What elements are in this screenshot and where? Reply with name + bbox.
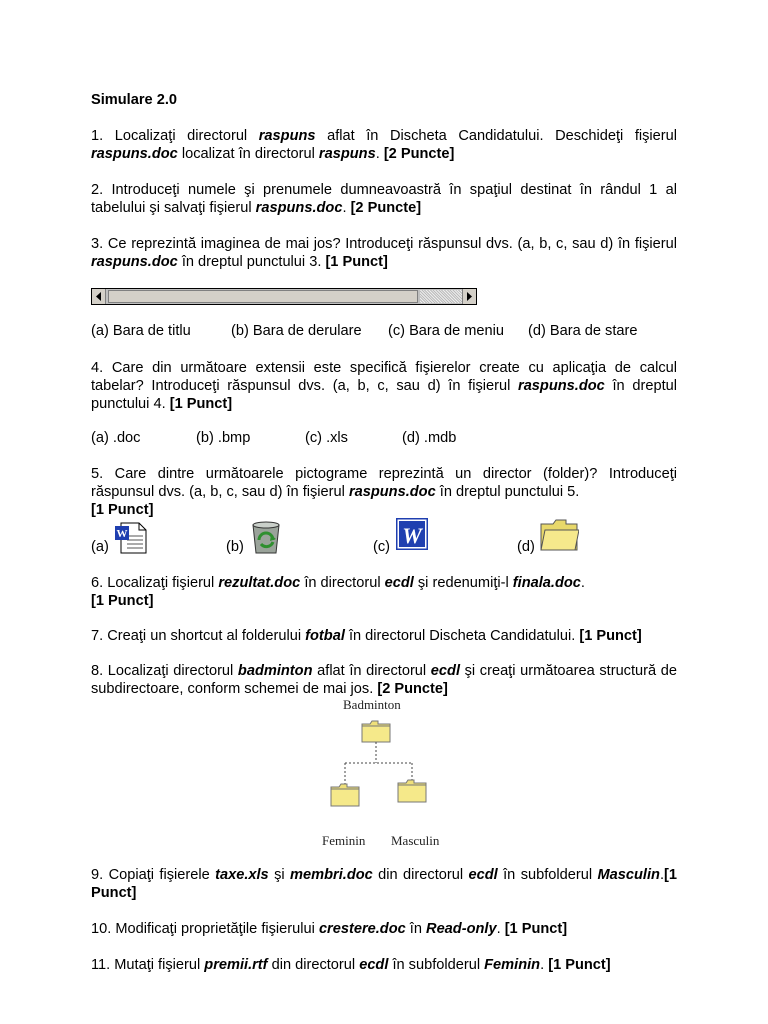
document-title: Simulare 2.0 [91, 92, 177, 108]
option-a: (a) .doc [91, 430, 141, 446]
scroll-track [420, 290, 462, 303]
scroll-thumb [108, 290, 418, 303]
word-app-icon [396, 518, 428, 554]
question-6: 6. Localizaţi fişierul rezultat.doc în directorul ecdl şi redenumiţi-l finala.doc. [1 Punct] [91, 575, 585, 610]
question-4: 4. Care din următoare extensii este specifică fişierelor create cu aplicaţia de calcul tabelar? Introduceţi răspunsul dvs. (a, b, c, sau d) în fişierul raspuns.doc în dreptul punctului 4. [1 Punct] [91, 360, 677, 413]
tree-feminin-label: Feminin [322, 833, 366, 848]
question-8: 8. Localizaţi directorul badminton aflat în directorul ecdl şi creaţi următoarea structură de subdirectoare, conform schemei de mai jos. [2 Puncte] [91, 663, 677, 698]
scroll-right-arrow-icon [462, 289, 476, 304]
masculin-folder-icon [398, 780, 426, 802]
option-c: (c) Bara de meniu [388, 323, 504, 339]
question-2: 2. Introduceţi numele şi prenumele dumneavoastră în spaţiul destinat în rândul 1 al tabelului şi salvaţi fişierul raspuns.doc. [2 Puncte] [91, 182, 677, 217]
question-3: 3. Ce reprezintă imaginea de mai jos? Introduceţi răspunsul dvs. (a, b, c, sau d) în fişierul raspuns.doc în dreptul punctului 3. [1 Punct] [91, 236, 677, 271]
question-11: 11. Mutaţi fişierul premii.rtf din directorul ecdl în subfolderul Feminin. [1 Punct] [91, 957, 611, 973]
feminin-folder-icon [331, 784, 359, 806]
svg-text:W: W [116, 528, 128, 540]
tree-masculin-label: Masculin [391, 833, 440, 848]
option-b: (b) Bara de derulare [231, 323, 362, 339]
svg-text:W: W [402, 523, 422, 548]
option-c: (c) .xls [305, 430, 348, 446]
folder-icon [539, 518, 579, 556]
option-d: (d) Bara de stare [528, 323, 638, 339]
folder-tree-diagram [320, 712, 450, 812]
word-document-icon [113, 522, 149, 558]
option-c: (c) [373, 539, 391, 555]
tree-root-label: Badminton [343, 697, 401, 712]
option-d: (d) [517, 539, 535, 555]
option-d: (d) .mdb [402, 430, 457, 446]
root-folder-icon [362, 721, 390, 742]
question-9: 9. Copiaţi fişierele taxe.xls şi membri.doc din directorul ecdl în subfolderul Masculin.[1 Punct] [91, 867, 677, 902]
option-a: (a) Bara de titlu [91, 323, 191, 339]
question-7: 7. Creaţi un shortcut al folderului fotbal în directorul Discheta Candidatului. [1 Punct] [91, 628, 642, 644]
recycle-bin-icon [249, 520, 283, 560]
question-10: 10. Modificaţi proprietăţile fişierului crestere.doc în Read-only. [1 Punct] [91, 921, 568, 937]
question-5: 5. Care dintre următoarele pictograme reprezintă un director (folder)? Introduceţi răspunsul dvs. (a, b, c, sau d) în fişierul raspuns.doc în dreptul punctului 5. [1 Punct] [91, 466, 677, 519]
option-b: (b) [226, 539, 244, 555]
question-1: 1. Localizaţi directorul raspuns aflat în Discheta Candidatului. Deschideţi fişierul raspuns.doc localizat în directorul raspuns. [2 Puncte] [91, 128, 677, 163]
scrollbar-image [91, 288, 477, 305]
option-b: (b) .bmp [196, 430, 251, 446]
scroll-left-arrow-icon [92, 289, 106, 304]
option-a: (a) [91, 539, 109, 555]
